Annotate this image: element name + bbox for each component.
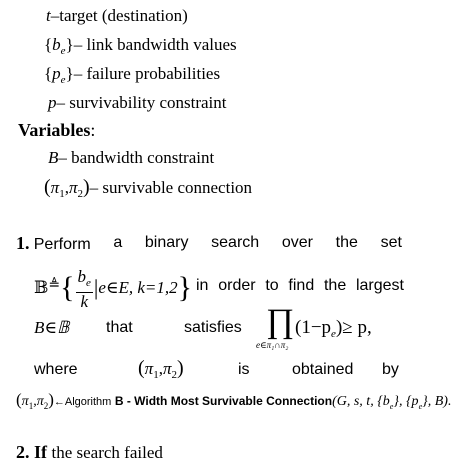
product-subscript: e∈π₁∩π₂ [256,340,289,350]
survivability-symbol: p [48,93,57,112]
bandwidth-symbol: b [52,35,61,54]
product-expression: $(1-p_e)\ge p$, [295,317,372,340]
step1-where: where [34,361,78,378]
variables-heading: Variables: [18,120,96,140]
variable-b-desc: – bandwidth constraint [58,148,215,167]
set-fraction: $\frac{b_e}{k}$ [77,267,91,312]
step1-number: 1. [16,233,30,253]
step1-line3-start: B∈𝔹 [34,318,70,337]
survivability-desc: – survivability constraint [56,93,227,112]
step1-satisfies: satisfies [184,319,242,336]
variable-connection-desc: – survivable connection [89,178,253,197]
step2-text: the search failed [51,443,163,462]
step1-set-definition: 𝔹≜{ $\frac{b_e}{k}$ |e∈E, k=1,2} [34,267,192,312]
input-target-line [46,6,188,26]
step2-keyword: If [34,442,47,462]
input-survivability-line [48,93,226,113]
step1-line2-text: in order to find the largest [196,277,404,294]
bandwidth-desc: – link bandwidth values [73,35,237,54]
input-failure-line: $\{p_e\}-$ failure probabilities [44,64,221,86]
variable-bandwidth-line [48,148,214,168]
variable-connection-line: $(\pi_1,\pi_2)-$ survivable connection [44,176,253,200]
step2-line [16,442,163,463]
target-symbol: t [46,6,51,25]
step1-that: that [106,319,133,336]
step1-by: by [382,361,399,378]
variable-b-symbol: B [48,148,59,167]
input-bandwidth-line: $\{b_e\}-$ link bandwidth values [44,35,237,57]
step1-obtained: obtained [292,361,354,378]
step1-line1: 1. Perform a binary search over the set [16,233,402,253]
failure-desc: – failure probabilities [73,64,221,83]
target-desc: –target (destination) [50,6,188,25]
step2-number: 2. [16,442,30,462]
cutoff-line-fragment [0,468,474,474]
step1-where-pair: $(\pi_1,\pi_2)$ [138,357,184,381]
product-operator: ∏ [266,303,294,340]
step1-algorithm-call: $(\pi_1,\pi_2)\leftarrow Algorithm$ B - Width Most Survivable Connection(G, s, t, $\{b_e\}$, $\{p_e\}$, B). [16,390,452,411]
algorithm-name: B - Width Most Survivable Connection [114,394,333,408]
failure-symbol: p [52,64,61,83]
step1-is: is [238,361,250,378]
